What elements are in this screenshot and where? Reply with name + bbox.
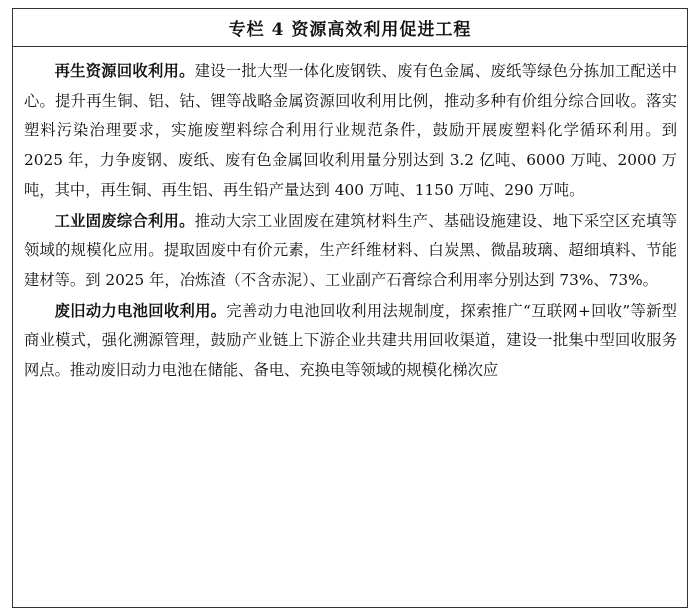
paragraph-lead: 废旧动力电池回收利用。 [54, 301, 227, 320]
sidebar-box [12, 8, 688, 608]
paragraph-renewable-resources [24, 57, 677, 206]
paragraph-text: 推动大宗工业固废在建筑材料生产、基础设施建设、地下采空区充填等领域的规模化应用。提取固废中有价元素，生产纤维材料、白炭黑、微晶玻璃、超细填料、节能建材等。到 2025 年，冶炼渣（不含赤泥）、工业副产石膏综合利用率分别达到 73%、73%。 [24, 211, 677, 289]
paragraph-text: 建设一批大型一体化废钢铁、废有色金属、废纸等绿色分拣加工配送中心。提升再生铜、铝、钴、锂等战略金属资源回收利用比例，推动多种有价组分综合回收。落实塑料污染治理要求，实施废塑料综合利用行业规范条件，鼓励开展废塑料化学循环利用。到 2025 年，力争废钢、废纸、废有色金属回收利用量分别达到 3.2 亿吨、6000 万吨、2000 万吨，其中，再生铜、再生铝、再生铅产量达到 400 万吨、1150 万吨、290 万吨。 [24, 62, 677, 199]
box-title: 专栏 4 资源高效利用促进工程 [13, 9, 687, 47]
paragraph-power-battery-recycling [24, 297, 677, 386]
paragraph-text: 完善动力电池回收利用法规制度，探索推广“互联网+回收”等新型商业模式，强化溯源管理，鼓励产业链上下游企业共建共用回收渠道，建设一批集中型回收服务网点。推动废旧动力电池在储能、备电、充换电等领域的规模化梯次应 [24, 301, 677, 380]
paragraph-lead: 工业固废综合利用。 [54, 211, 195, 230]
paragraph-lead: 再生资源回收利用。 [54, 62, 195, 80]
paragraph-industrial-solid-waste [24, 207, 677, 296]
box-body [13, 47, 687, 386]
